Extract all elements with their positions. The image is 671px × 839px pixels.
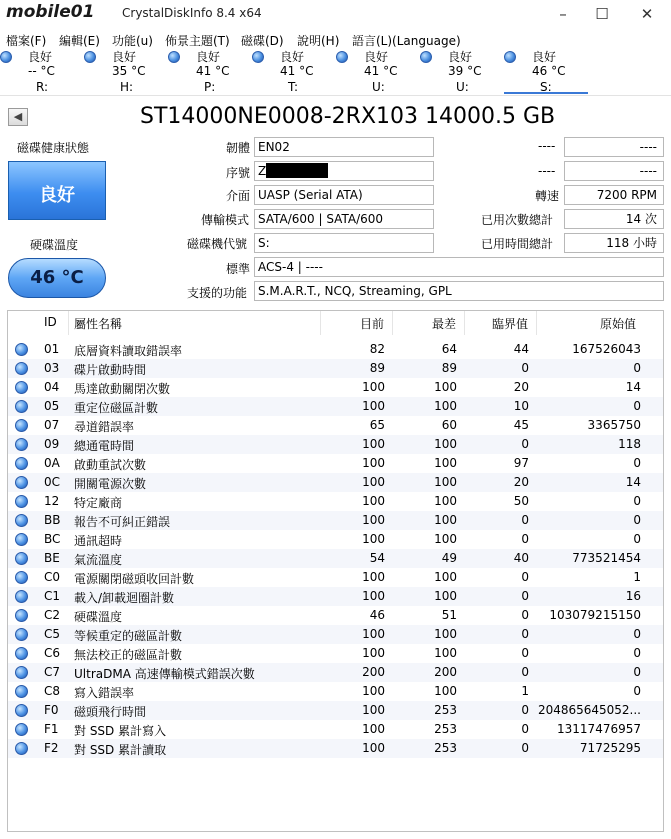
attribute-name: 開關電源次數 (74, 477, 147, 491)
current-value: 54 (369, 551, 385, 565)
attribute-name: 通訊超時 (74, 534, 123, 548)
drive-letter: H: (120, 80, 134, 94)
worst-value: 64 (441, 342, 457, 356)
current-value: 100 (362, 627, 385, 641)
serial-field (254, 161, 434, 181)
temperature-label: 硬碟溫度 (30, 238, 79, 252)
current-value: 46 (369, 608, 385, 622)
status-good-icon (15, 609, 28, 622)
current-value: 89 (369, 361, 385, 375)
current-value: 100 (362, 437, 385, 451)
row-id: F1 (44, 722, 59, 736)
col-divider (392, 311, 393, 335)
col-divider (320, 311, 321, 335)
current-value: 100 (362, 456, 385, 470)
drive-status: 良好 (280, 50, 305, 64)
raw-value: 13117476957 (557, 722, 641, 736)
table-row[interactable] (8, 473, 663, 492)
table-row[interactable] (8, 511, 663, 530)
table-row[interactable] (8, 454, 663, 473)
table-row[interactable] (8, 701, 663, 720)
threshold-value: 0 (521, 532, 529, 546)
menu-function[interactable]: 功能(u) (112, 34, 153, 48)
table-row[interactable] (8, 530, 663, 549)
status-good-icon (15, 343, 28, 356)
health-status-button[interactable]: 良好 (8, 161, 106, 220)
drive-selector-bar (0, 48, 671, 96)
current-value: 100 (362, 722, 385, 736)
status-good-icon (15, 742, 28, 755)
worst-value: 100 (434, 437, 457, 451)
row-id: 07 (44, 418, 60, 432)
raw-value: 14 (625, 380, 641, 394)
row-id: C7 (44, 665, 61, 679)
threshold-value: 0 (521, 722, 529, 736)
status-good-icon (15, 533, 28, 546)
drive-tab-r[interactable] (0, 48, 84, 94)
worst-value: 49 (441, 551, 457, 565)
status-good-icon (15, 685, 28, 698)
row-id: BC (44, 532, 61, 546)
current-value: 100 (362, 532, 385, 546)
transfer-mode-field: SATA/600 | SATA/600 (254, 209, 434, 229)
row-id: 09 (44, 437, 60, 451)
col-divider (464, 311, 465, 335)
attribute-name: 對 SSD 累計寫入 (74, 724, 167, 738)
current-value: 82 (369, 342, 385, 356)
close-button[interactable]: ✕ (640, 5, 654, 23)
col-attribute-name[interactable]: 屬性名稱 (74, 317, 123, 331)
firmware-field: EN02 (254, 137, 434, 157)
attribute-name: UltraDMA 高速傳輸模式錯誤次數 (74, 667, 255, 681)
status-good-icon (15, 400, 28, 413)
threshold-value: 0 (521, 437, 529, 451)
raw-value: 0 (633, 532, 641, 546)
drive-temp: 41 °C (196, 64, 230, 78)
power-on-count-field: 14 次 (564, 209, 664, 229)
table-row[interactable] (8, 682, 663, 701)
status-good-icon (84, 51, 96, 63)
watermark-logo: mobile01 (6, 2, 95, 22)
raw-value: 3365750 (587, 418, 641, 432)
raw-value: 0 (633, 456, 641, 470)
status-good-icon (15, 723, 28, 736)
threshold-value: 0 (521, 703, 529, 717)
worst-value: 100 (434, 399, 457, 413)
drive-temp: 39 °C (448, 64, 482, 78)
worst-value: 100 (434, 475, 457, 489)
menu-bar (0, 30, 671, 49)
worst-value: 51 (441, 608, 457, 622)
rotation-rate-label: 轉速 (535, 189, 560, 203)
table-row[interactable] (8, 549, 663, 568)
attribute-name: 硬碟溫度 (74, 610, 123, 624)
transfer-mode-label: 傳輸模式 (201, 213, 250, 227)
drive-temp: 41 °C (364, 64, 398, 78)
table-row[interactable] (8, 435, 663, 454)
worst-value: 100 (434, 627, 457, 641)
redaction-bar (266, 163, 328, 178)
status-good-icon (252, 51, 264, 63)
raw-value: 0 (633, 399, 641, 413)
worst-value: 100 (434, 532, 457, 546)
serial-label: 序號 (226, 166, 251, 180)
current-value: 100 (362, 380, 385, 394)
drive-status: 良好 (196, 50, 221, 64)
table-row[interactable] (8, 663, 663, 682)
row-id: C1 (44, 589, 61, 603)
drive-model-title: ST14000NE0008-2RX103 14000.5 GB (140, 104, 556, 129)
status-good-icon (15, 514, 28, 527)
power-on-count-label: 已用次數總計 (481, 213, 554, 227)
smart-attributes-table[interactable] (7, 310, 664, 832)
status-good-icon (15, 457, 28, 470)
row-id: 03 (44, 361, 60, 375)
attribute-name: 無法校正的磁區計數 (74, 648, 183, 662)
table-row[interactable] (8, 587, 663, 606)
threshold-value: 1 (521, 684, 529, 698)
table-row[interactable] (8, 625, 663, 644)
table-row[interactable] (8, 739, 663, 758)
table-row[interactable] (8, 416, 663, 435)
attribute-name: 載入/卸載迴圈計數 (74, 591, 175, 605)
status-good-icon (504, 51, 516, 63)
worst-value: 100 (434, 684, 457, 698)
attribute-name: 報告不可糾正錯誤 (74, 515, 171, 529)
drive-status: 良好 (112, 50, 137, 64)
col-divider (68, 311, 69, 335)
worst-value: 100 (434, 589, 457, 603)
current-value: 65 (369, 418, 385, 432)
worst-value: 253 (434, 722, 457, 736)
raw-value: 0 (633, 646, 641, 660)
raw-value: 0 (633, 361, 641, 375)
current-value: 100 (362, 684, 385, 698)
row-id: 0C (44, 475, 61, 489)
status-good-icon (336, 51, 348, 63)
drive-tab-p[interactable] (168, 48, 252, 94)
status-good-icon (15, 362, 28, 375)
title-bar (0, 0, 671, 30)
attribute-name: 寫入錯誤率 (74, 686, 135, 700)
threshold-value: 10 (513, 399, 529, 413)
threshold-value: 0 (521, 741, 529, 755)
worst-value: 100 (434, 513, 457, 527)
current-value: 100 (362, 646, 385, 660)
row-id: 12 (44, 494, 60, 508)
features-label: 支援的功能 (187, 286, 248, 300)
threshold-value: 0 (521, 513, 529, 527)
worst-value: 253 (434, 741, 457, 755)
standard-label: 標準 (226, 262, 251, 276)
attribute-name: 啟動重試次數 (74, 458, 147, 472)
status-good-icon (15, 704, 28, 717)
interface-label: 介面 (226, 189, 251, 203)
drive-temp: 41 °C (280, 64, 314, 78)
status-good-icon (168, 51, 180, 63)
worst-value: 89 (441, 361, 457, 375)
drive-letter-label: 磁碟機代號 (187, 237, 248, 251)
col-worst[interactable]: 最差 (432, 317, 457, 331)
col-id[interactable]: ID (44, 315, 57, 329)
raw-value: 14 (625, 475, 641, 489)
current-value: 100 (362, 741, 385, 755)
status-good-icon (15, 419, 28, 432)
table-row[interactable] (8, 359, 663, 378)
attribute-name: 氣流溫度 (74, 553, 123, 567)
threshold-value: 0 (521, 608, 529, 622)
threshold-value: 45 (513, 418, 529, 432)
status-good-icon (15, 381, 28, 394)
threshold-value: 0 (521, 570, 529, 584)
row-id: 05 (44, 399, 60, 413)
table-row[interactable] (8, 340, 663, 359)
interface-field: UASP (Serial ATA) (254, 185, 434, 205)
threshold-value: 0 (521, 589, 529, 603)
table-row[interactable] (8, 397, 663, 416)
threshold-value: 97 (513, 456, 529, 470)
worst-value: 200 (434, 665, 457, 679)
current-value: 100 (362, 589, 385, 603)
drive-letter: R: (36, 80, 49, 94)
table-header (8, 311, 663, 335)
threshold-value: 0 (521, 361, 529, 375)
raw-value: 1 (633, 570, 641, 584)
row-id: C0 (44, 570, 61, 584)
row-id: F2 (44, 741, 59, 755)
unknown-field-2: ---- (564, 161, 664, 181)
status-good-icon (15, 438, 28, 451)
drive-temp: -- °C (28, 64, 55, 78)
status-good-icon (15, 666, 28, 679)
attribute-name: 尋道錯誤率 (74, 420, 135, 434)
row-id: 01 (44, 342, 60, 356)
table-row[interactable] (8, 644, 663, 663)
rotation-rate-field: 7200 RPM (564, 185, 664, 205)
attribute-name: 等候重定的磁區計數 (74, 629, 183, 643)
table-row[interactable] (8, 492, 663, 511)
drive-letter: T: (288, 80, 299, 94)
drive-letter: S: (540, 80, 552, 94)
table-row[interactable] (8, 606, 663, 625)
row-id: C6 (44, 646, 61, 660)
worst-value: 100 (434, 456, 457, 470)
col-current[interactable]: 目前 (360, 317, 385, 331)
status-good-icon (15, 628, 28, 641)
arrow-left-icon: ◀ (13, 110, 23, 123)
status-good-icon (15, 571, 28, 584)
menu-theme[interactable]: 佈景主題(T) (165, 34, 230, 48)
raw-value: 0 (633, 684, 641, 698)
status-good-icon (0, 51, 12, 63)
menu-disk[interactable]: 磁碟(D) (241, 34, 284, 48)
drive-tab-t[interactable] (252, 48, 336, 94)
drive-status: 良好 (448, 50, 473, 64)
unknown-label-2: ---- (538, 164, 556, 178)
row-id: 04 (44, 380, 60, 394)
attribute-name: 電源關閉磁頭收回計數 (74, 572, 195, 586)
current-value: 100 (362, 399, 385, 413)
menu-language[interactable]: 語言(L)(Language) (352, 34, 461, 48)
drive-letter: P: (204, 80, 216, 94)
threshold-value: 44 (513, 342, 529, 356)
raw-value: 103079215150 (549, 608, 641, 622)
current-value: 100 (362, 703, 385, 717)
raw-value: 773521454 (572, 551, 641, 565)
drive-letter: U: (372, 80, 385, 94)
raw-value: 0 (633, 665, 641, 679)
attribute-name: 馬達啟動關閉次數 (74, 382, 171, 396)
current-value: 200 (362, 665, 385, 679)
attribute-name: 總通電時間 (74, 439, 135, 453)
unknown-label-1: ---- (538, 139, 556, 153)
threshold-value: 20 (513, 475, 529, 489)
status-good-icon (15, 590, 28, 603)
attribute-name: 特定廠商 (74, 496, 123, 510)
table-row[interactable] (8, 378, 663, 397)
worst-value: 60 (441, 418, 457, 432)
serial-value: Z (258, 164, 267, 178)
unknown-field-1: ---- (564, 137, 664, 157)
row-id: BE (44, 551, 60, 565)
attribute-name: 對 SSD 累計讀取 (74, 743, 167, 757)
row-id: 0A (44, 456, 60, 470)
drive-letter: U: (456, 80, 469, 94)
drive-letter-field: S: (254, 233, 434, 253)
health-label: 磁碟健康狀態 (17, 141, 90, 155)
worst-value: 100 (434, 570, 457, 584)
menu-edit[interactable]: 編輯(E) (59, 34, 100, 48)
threshold-value: 20 (513, 380, 529, 394)
current-value: 100 (362, 513, 385, 527)
drive-tab-s[interactable] (504, 48, 588, 94)
drive-tab-u1[interactable] (336, 48, 420, 94)
menu-file[interactable]: 檔案(F) (6, 34, 47, 48)
worst-value: 100 (434, 494, 457, 508)
row-id: C8 (44, 684, 61, 698)
status-good-icon (15, 552, 28, 565)
raw-value: 0 (633, 627, 641, 641)
previous-drive-button[interactable] (8, 108, 28, 126)
features-field: S.M.A.R.T., NCQ, Streaming, GPL (254, 281, 664, 301)
minimize-button[interactable]: – (559, 5, 567, 23)
col-divider (536, 311, 537, 335)
raw-value: 71725295 (579, 741, 641, 755)
menu-help[interactable]: 說明(H) (297, 34, 340, 48)
attribute-name: 碟片啟動時間 (74, 363, 147, 377)
standard-field: ACS-4 | ---- (254, 257, 664, 277)
status-good-icon (15, 476, 28, 489)
status-good-icon (15, 495, 28, 508)
current-value: 100 (362, 570, 385, 584)
current-value: 100 (362, 494, 385, 508)
threshold-value: 0 (521, 665, 529, 679)
current-value: 100 (362, 475, 385, 489)
threshold-value: 0 (521, 646, 529, 660)
raw-value: 167526043 (572, 342, 641, 356)
power-on-hours-field: 118 小時 (564, 233, 664, 253)
worst-value: 100 (434, 646, 457, 660)
drive-status: 良好 (364, 50, 389, 64)
attribute-name: 重定位磁區計數 (74, 401, 159, 415)
attribute-name: 底層資料讀取錯誤率 (74, 344, 183, 358)
drive-status: 良好 (532, 50, 557, 64)
raw-value: 204865645052... (537, 703, 641, 717)
worst-value: 253 (434, 703, 457, 717)
maximize-button[interactable]: ☐ (595, 5, 609, 23)
threshold-value: 0 (521, 627, 529, 641)
table-row[interactable] (8, 720, 663, 739)
drive-temp: 46 °C (532, 64, 566, 78)
drive-status: 良好 (28, 50, 53, 64)
threshold-value: 50 (513, 494, 529, 508)
row-id: F0 (44, 703, 59, 717)
drive-tab-u2[interactable] (420, 48, 504, 94)
col-raw-value[interactable]: 原始值 (600, 317, 637, 331)
drive-temp: 35 °C (112, 64, 146, 78)
firmware-label: 韌體 (226, 141, 251, 155)
drive-tab-h[interactable] (84, 48, 168, 94)
worst-value: 100 (434, 380, 457, 394)
window-title: CrystalDiskInfo 8.4 x64 (122, 6, 262, 20)
raw-value: 0 (633, 494, 641, 508)
row-id: C5 (44, 627, 61, 641)
attribute-name: 磁頭飛行時間 (74, 705, 147, 719)
raw-value: 118 (618, 437, 641, 451)
status-good-icon (420, 51, 432, 63)
power-on-hours-label: 已用時間總計 (481, 237, 554, 251)
row-id: C2 (44, 608, 61, 622)
col-threshold[interactable]: 臨界值 (492, 317, 529, 331)
raw-value: 16 (625, 589, 641, 603)
row-id: BB (44, 513, 61, 527)
status-good-icon (15, 647, 28, 660)
temperature-value: 46 °C (8, 258, 106, 298)
raw-value: 0 (633, 513, 641, 527)
threshold-value: 40 (513, 551, 529, 565)
table-row[interactable] (8, 568, 663, 587)
